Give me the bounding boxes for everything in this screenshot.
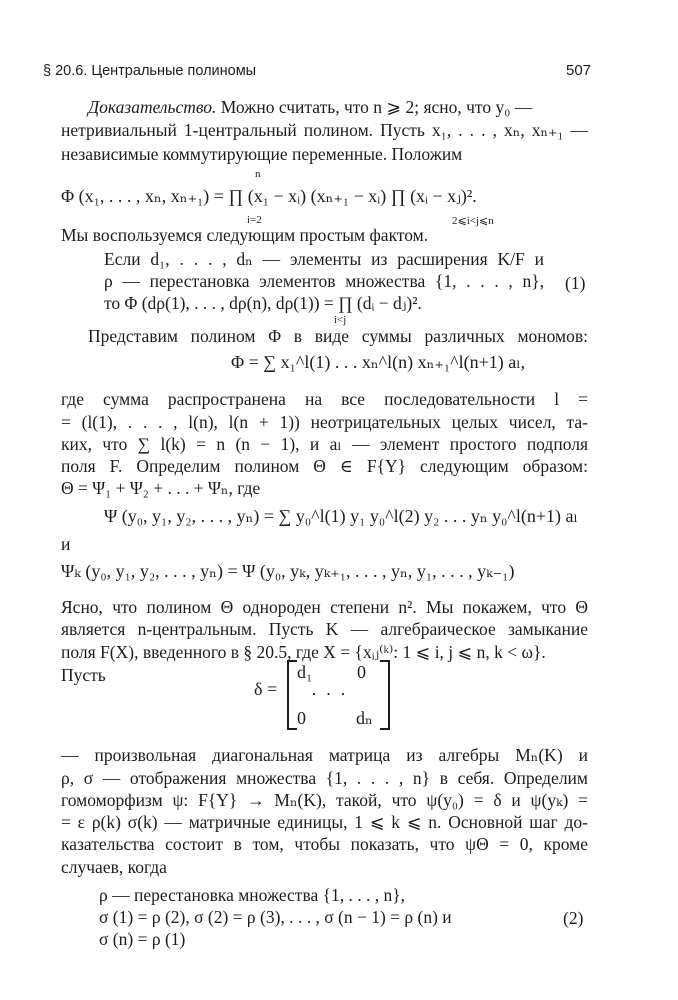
proof-line-3: независимые коммутирующие переменные. Положим	[61, 144, 463, 164]
condition-line-2: σ (1) = ρ (2), σ (2) = ρ (3), . . . , σ (n − 1) = ρ (n) и	[99, 907, 452, 927]
matrix-entry-dn: dₙ	[356, 708, 373, 728]
p6-line-3: гомоморфизм ψ: F{Y} → Mₙ(K), такой, что ψ(y₀) = δ и ψ(yₖ) =	[61, 790, 588, 810]
equation-phi-text: Φ (x₁, . . . , xₙ, xₙ₊₁) = ∏ (x₁ − xᵢ) (xₙ₊₁ − xᵢ) ∏ (xᵢ − xⱼ)².	[61, 186, 477, 206]
fact-product-limit: i<j	[334, 314, 347, 326]
matrix-right-bracket	[380, 660, 390, 730]
p4-line-2: = (l(1), . . . , l(n), l(n + 1)) неотрицательных целых чисел, та-	[61, 412, 588, 432]
p6-line-1: — произвольная диагональная матрица из алгебры Mₙ(K) и	[61, 745, 588, 765]
condition-line-1: ρ — перестановка множества {1, . . . , n},	[99, 885, 406, 905]
product-limit-lower: i=2	[247, 214, 262, 226]
paragraph-represent: Представим полином Φ в виде суммы различных мономов:	[88, 326, 588, 346]
matrix-lhs: δ =	[254, 679, 278, 699]
matrix-left-bracket	[287, 660, 297, 730]
equation-phi-sum: Φ = ∑ x₁^l(1) . . . xₙ^l(n) xₙ₊₁^l(n+1) aₗ,	[231, 352, 526, 372]
product-limit-lower-2: 2⩽i<j⩽n	[452, 215, 494, 227]
matrix-entry-bottom-left: 0	[297, 708, 306, 728]
p5-line-2: является n-центральным. Пусть K — алгебраическое замыкание	[61, 619, 588, 639]
p4-line-5: Θ = Ψ₁ + Ψ₂ + . . . + Ψₙ, где	[61, 478, 261, 498]
proof-line-1	[88, 96, 532, 119]
paragraph-simple-fact: Мы воспользуемся следующим простым фактом.	[61, 225, 429, 245]
page-number: 507	[566, 62, 592, 79]
fact-line-3: то Φ (dρ(1), . . . , dρ(n), dρ(1)) = ∏ (dᵢ − dⱼ)².	[104, 293, 422, 313]
matrix-entry-d1: d₁	[297, 662, 313, 682]
p6-line-4: = ε ρ(k) σ(k) — матричные единицы, 1 ⩽ k ⩽ n. Основной шаг до-	[61, 812, 588, 832]
matrix-diagonal-dots: · · ·	[311, 684, 348, 704]
equation-psi: Ψ (y₀, y₁, y₂, . . . , yₙ) = ∑ y₀^l(1) y₁ y₀^l(2) y₂ . . . yₙ y₀^l(n+1) aₗ	[104, 506, 578, 526]
matrix-entry-top-right: 0	[357, 662, 366, 682]
running-header: § 20.6. Центральные полиномы	[43, 63, 257, 79]
product-limit-upper: n	[255, 168, 261, 180]
fact-line-2: ρ — перестановка элементов множества {1, . . . , n},	[104, 271, 544, 291]
p6-line-6: случаев, когда	[61, 857, 167, 877]
equation-number-2: (2)	[563, 908, 584, 928]
p6-line-2: ρ, σ — отображения множества {1, . . . , n} в себя. Определим	[61, 768, 588, 788]
conjunction-and: и	[61, 534, 71, 554]
p4-line-4: поля F. Определим полином Θ ∈ F{Y} следующим образом:	[61, 456, 588, 476]
condition-line-3: σ (n) = ρ (1)	[99, 929, 186, 949]
p5-line-1: Ясно, что полином Θ однороден степени n². Мы покажем, что Θ	[61, 597, 588, 617]
equation-phi-definition	[61, 166, 477, 226]
p4-line-3: ких, что ∑ l(k) = n (n − 1), и aₗ — элемент простого подполя	[61, 434, 588, 454]
equation-number-1: (1)	[565, 273, 586, 293]
p5-line-4: Пусть	[61, 665, 106, 685]
proof-lead: Доказательство.	[88, 97, 217, 117]
p5-line-3: поля F(X), введенного в § 20.5, где X = {xᵢⱼ⁽ᵏ⁾: 1 ⩽ i, j ⩽ n, k < ω}.	[61, 642, 546, 662]
p6-line-5: казательства состоит в том, чтобы показать, что ψΘ = 0, кроме	[61, 834, 588, 854]
p4-line-1: где сумма распространена на все последовательности l =	[61, 389, 588, 409]
proof-line-2: нетривиальный 1-центральный полином. Пусть x₁, . . . , xₙ, xₙ₊₁ —	[61, 120, 588, 140]
proof-line-1-text: Можно считать, что n ⩾ 2; ясно, что y₀ —	[216, 97, 533, 117]
fact-line-1: Если d₁, . . . , dₙ — элементы из расширения K/F и	[104, 249, 544, 269]
equation-psi-k: Ψₖ (y₀, y₁, y₂, . . . , yₙ) = Ψ (y₀, yₖ, yₖ₊₁, . . . , yₙ, y₁, . . . , yₖ₋₁)	[61, 561, 515, 581]
